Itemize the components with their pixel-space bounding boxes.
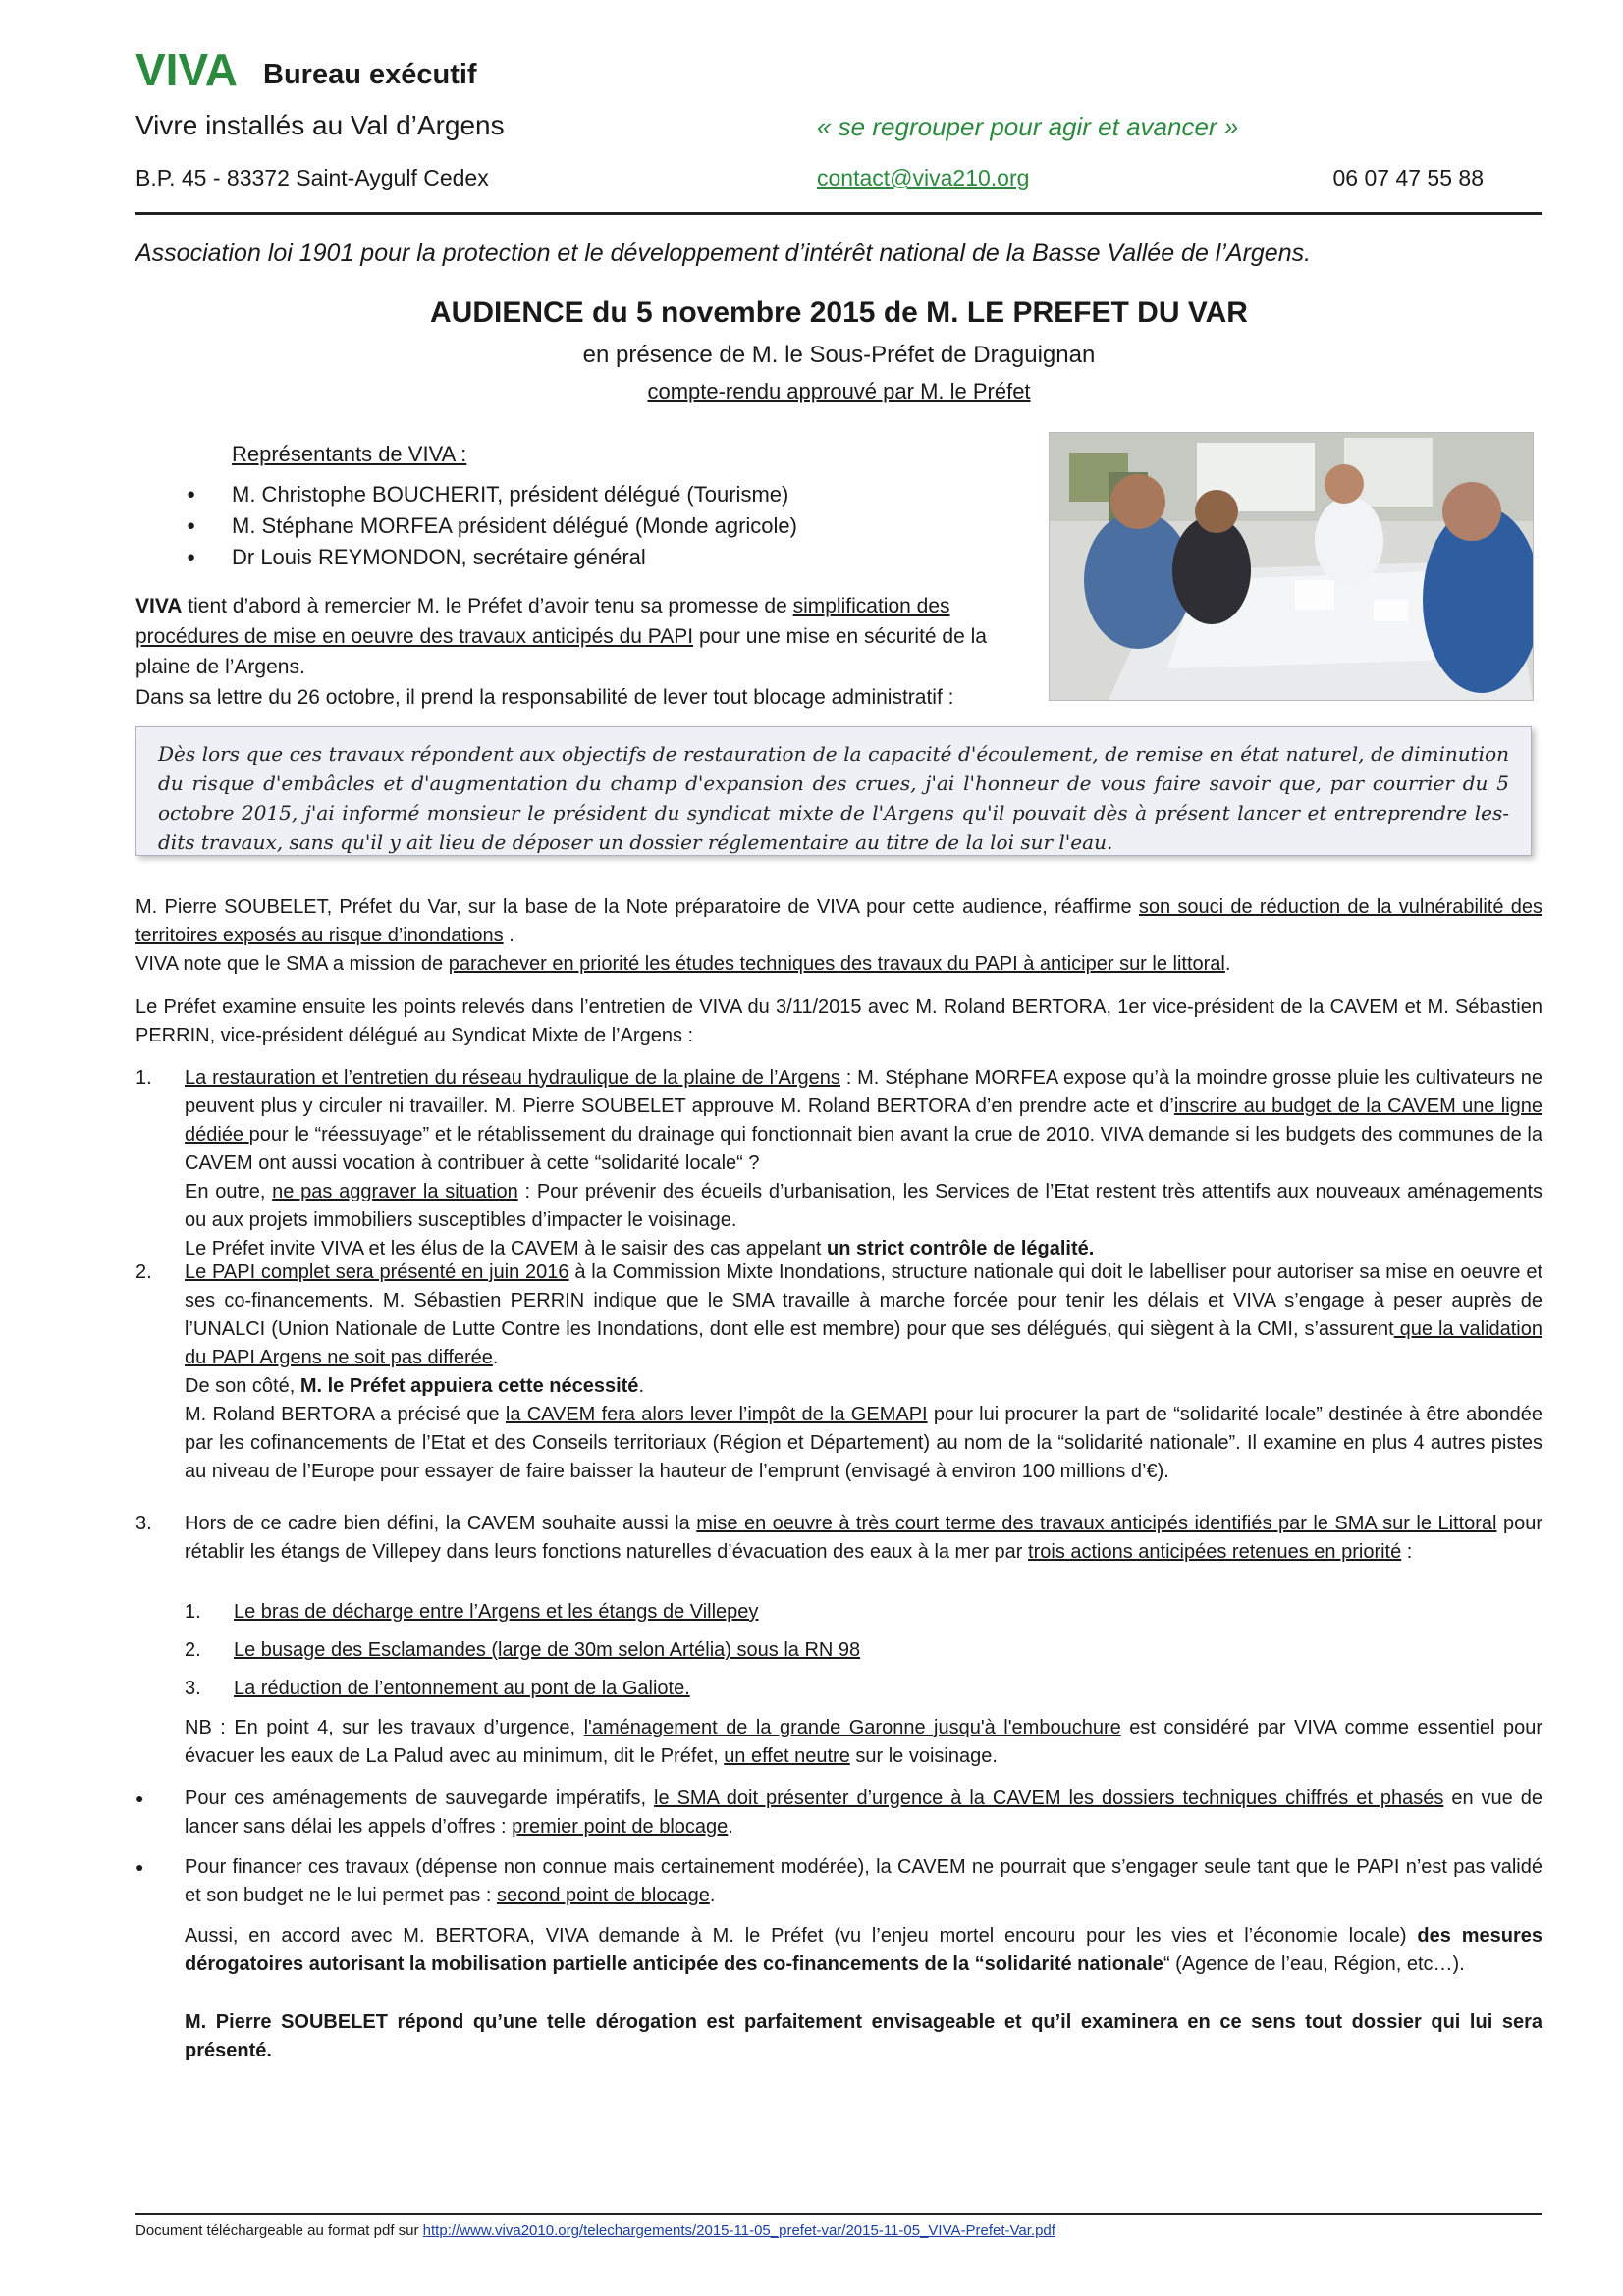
- nb-paragraph: NB : En point 4, sur les travaux d’urgence, l'aménagement de la grande Garonne jusqu'à l'embouchure est considéré par VIVA comme essentiel pour évacuer les eaux de La Palud avec au minimum, dit le Préfet, un effet neutre sur le voisinage.: [185, 1717, 1542, 1767]
- intro-paragraph: VIVA tient d’abord à remercier M. le Préfet d’avoir tenu sa promesse de simplification des procédures de mise en oeuvre des travaux anticipés du PAPI pour une mise en sécurité de la plaine de l’Argens. Dans sa lettre du 26 octobre, il prend la responsabilité de lever tout blocage administratif :: [135, 595, 987, 709]
- sub-item-2: 2. Le busage des Esclamandes (large de 30m selon Artélia) sous la RN 98: [185, 1639, 861, 1661]
- document-title: AUDIENCE du 5 novembre 2015 de M. LE PREFET DU VAR: [430, 296, 1248, 329]
- approval-note: compte-rendu approuvé par M. le Préfet: [647, 379, 1031, 403]
- bullet-item-2: ● Pour financer ces travaux (dépense non connue mais certainement modérée), la CAVEM ne pourrait que s’engager seule tant que le PAPI n’est pas validé et son budget ne le lui permet pas : second point de blocage.: [135, 1856, 1542, 1906]
- list-item: ● Dr Louis REYMONDON, secrétaire général: [187, 542, 797, 573]
- document-subtitle: en présence de M. le Sous-Préfet de Draguignan: [582, 342, 1096, 368]
- representatives-list: [187, 479, 797, 573]
- quote-text: Dès lors que ces travaux répondent aux objectifs de restauration de la capacité d'écoulement, de remise en état naturel, de diminution du risque d'embâcles et d'augmentation du champ d'expansion des crues, j'ai l'honneur de vous faire savoir que, par courrier du 5 octobre 2015, j'ai informé monsieur le président du syndicat mixte de l'Argens qu'il pouvait dès à présent lancer et entreprendre les-dits travaux, sans qu'il y ait lieu de déposer un dossier réglementaire au titre de la loi sur l'eau.: [158, 742, 1509, 854]
- numbered-item-3: 3. Hors de ce cadre bien défini, la CAVEM souhaite aussi la mise en oeuvre à très court terme des travaux anticipés identifiés par le SMA sur le Littoral pour rétablir les étangs de Villepey dans leurs fonctions naturelles d’évacuation des eaux à la mer par trois actions anticipées retenues en priorité :: [135, 1513, 1542, 1563]
- association-description: Association loi 1901 pour la protection et le développement d’intérêt national de la Basse Vallée de l’Argens.: [135, 240, 1312, 267]
- meeting-photo: [1049, 432, 1534, 701]
- contact-email-link[interactable]: contact@viva210.org: [817, 165, 1030, 190]
- examination-paragraph: Le Préfet examine ensuite les points relevés dans l’entretien de VIVA du 3/11/2015 avec M. Roland BERTORA, 1er vice-président de la CAVEM et M. Sébastien PERRIN, vice-président délégué au Syndicat Mixte de l’Argens :: [135, 996, 1542, 1046]
- numbered-item-2: 2. Le PAPI complet sera présenté en juin 2016 à la Commission Mixte Inondations, structure nationale qui doit le labelliser pour autoriser sa mise en oeuvre et ses co-financements. M. Sébastien PERRIN indique que le SMA travaille à marche forcée pour tenir les délais et VIVA s’engage à peser auprès de l’UNALCI (Union Nationale de Lutte Contre les Inondations, dont elle est membre) pour que ses délégués, qui siègent à la CMI, s’assurent que la validation du PAPI Argens ne soit pas differée. De son côté, M. le Préfet appuiera cette nécessité. M. Roland BERTORA a précisé que la CAVEM fera alors lever l’impôt de la GEMAPI pour lui procurer la part de “solidarité locale” destinée à être abondée par les cofinancements de l’Etat et des Conseils territoriaux (Région et Département) au nom de la “solidarité nationale”. Il examine en plus 4 autres pistes au niveau de l’Europe pour essayer de faire baisser la hauteur de l’emprunt (envisagé à environ 100 millions d’€).: [135, 1261, 1543, 1482]
- header-divider: [135, 212, 1542, 215]
- pdf-download-link[interactable]: http://www.viva2010.org/telechargements/2015-11-05_prefet-var/2015-11-05_VIVA-Prefet-Var.pdf: [422, 2222, 1055, 2239]
- org-subtitle: Vivre installés au Val d’Argens: [135, 110, 505, 140]
- org-address: B.P. 45 - 83372 Saint-Aygulf Cedex: [135, 165, 489, 190]
- bullet-item-1: ● Pour ces aménagements de sauvegarde impératifs, le SMA doit présenter d’urgence à la CAVEM les dossiers techniques chiffrés et phasés en vue de lancer sans délai les appels d’offres : premier point de blocage.: [135, 1788, 1542, 1838]
- list-item: ● M. Christophe BOUCHERIT, président délégué (Tourisme): [187, 479, 797, 510]
- prefect-response-paragraph: M. Pierre SOUBELET répond qu’une telle dérogation est parfaitement envisageable et qu’il examinera en ce sens tout dossier qui lui sera présenté.: [185, 2011, 1542, 2061]
- list-item: ● M. Stéphane MORFEA président délégué (Monde agricole): [187, 510, 797, 542]
- sub-item-3: 3. La réduction de l’entonnement au pont de la Galiote.: [185, 1678, 690, 1699]
- representatives-heading: Représentants de VIVA :: [232, 442, 467, 466]
- org-motto: « se regrouper pour agir et avancer »: [817, 112, 1239, 141]
- quote-box: [135, 726, 1532, 856]
- org-phone: 06 07 47 55 88: [1332, 165, 1484, 190]
- footer-divider: [135, 2213, 1542, 2215]
- derogation-request-paragraph: Aussi, en accord avec M. BERTORA, VIVA demande à M. le Préfet (vu l’enjeu mortel encouru pour les vies et l’économie locale) des mesures dérogatoires autorisant la mobilisation partielle anticipée des co-financements de la “solidarité nationale“ (Agence de l’eau, Région, etc…).: [185, 1925, 1542, 1975]
- org-logo-text: VIVA: [135, 44, 238, 95]
- bureau-label: Bureau exécutif: [263, 59, 477, 90]
- prefect-statement-paragraph: M. Pierre SOUBELET, Préfet du Var, sur la base de la Note préparatoire de VIVA pour cette audience, réaffirme son souci de réduction de la vulnérabilité des territoires exposés au risque d’inondations . VIVA note que le SMA a mission de parachever en priorité les études techniques des travaux du PAPI à anticiper sur le littoral.: [135, 896, 1542, 975]
- numbered-item-1: 1. La restauration et l’entretien du réseau hydraulique de la plaine de l’Argens : M. Stéphane MORFEA expose qu’à la moindre grosse pluie les cultivateurs ne peuvent plus y circuler ni travailler. M. Pierre SOUBELET approuve M. Roland BERTORA d’en prendre acte et d’inscrire au budget de la CAVEM une ligne dédiée pour le “réessuyage” et le rétablissement du drainage qui fonctionnait bien avant la crue de 2010. VIVA demande si les budgets des communes de la CAVEM ont aussi vocation à contribuer à cette “solidarité locale“ ? En outre, ne pas aggraver la situation : Pour prévenir des écueils d’urbanisation, les Services de l’Etat restent très attentifs aux nouveaux aménagements ou aux projets immobiliers susceptibles d’impacter le voisinage. Le Préfet invite VIVA et les élus de la CAVEM à le saisir des cas appelant un strict contrôle de légalité.: [135, 1067, 1543, 1259]
- meeting-photo-illustration: [1050, 433, 1533, 700]
- footer-text: Document téléchargeable au format pdf sur http://www.viva2010.org/telechargements/2015-11-05_prefet-var/2015-11-05_VIVA-Prefet-Var.pdf: [135, 2222, 1055, 2239]
- sub-item-1: 1. Le bras de décharge entre l’Argens et les étangs de Villepey: [185, 1601, 759, 1623]
